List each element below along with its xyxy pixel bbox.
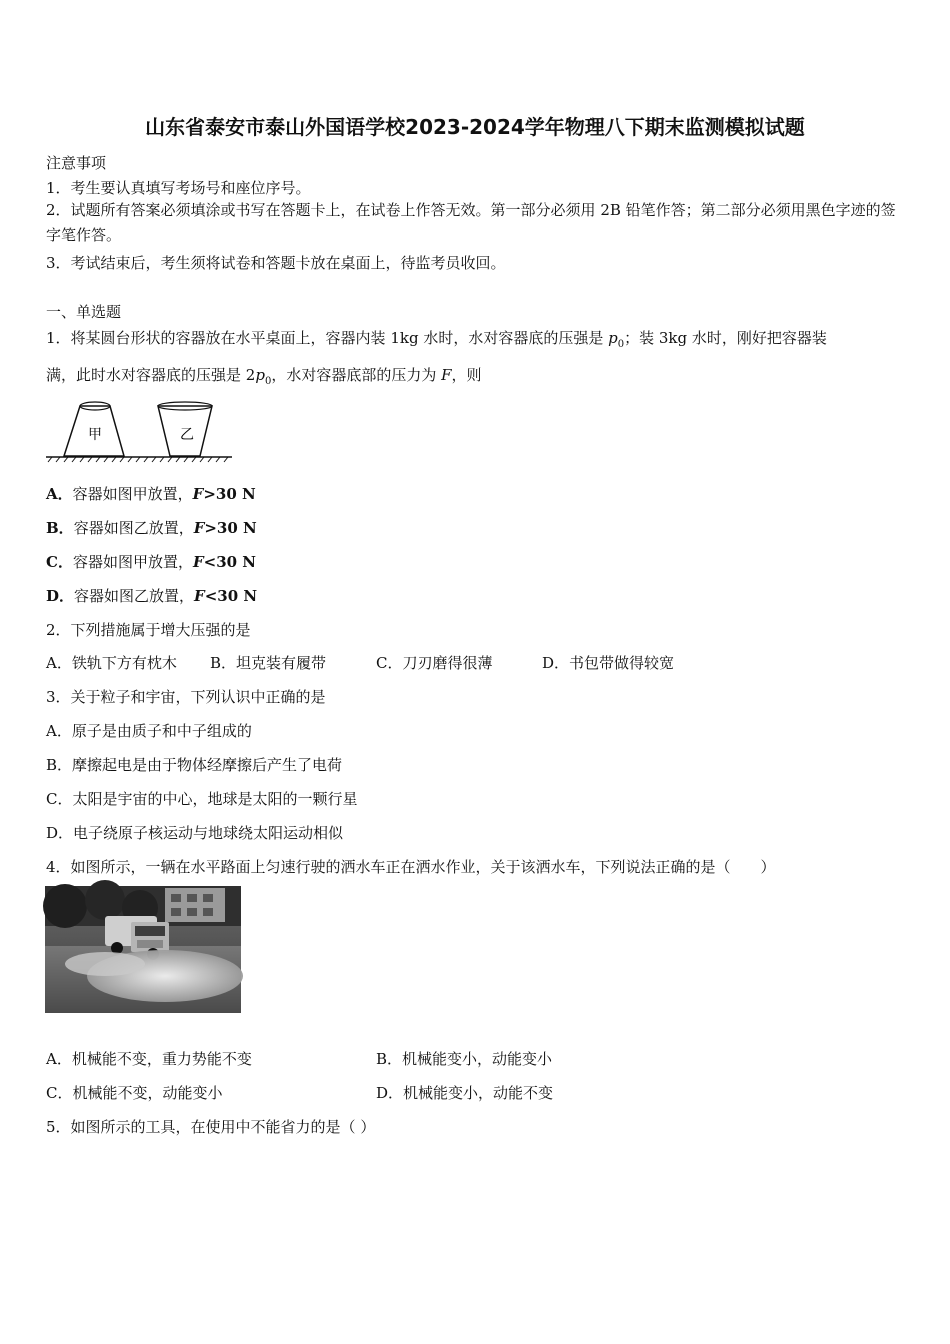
q2-stem: 2．下列措施属于增大压强的是 — [46, 621, 251, 639]
q1-option-d[interactable] — [46, 585, 257, 606]
option-letter: C． — [46, 553, 73, 571]
q2-option-d[interactable]: D．书包带做得较宽 — [542, 654, 675, 672]
option-force-symbol: F — [193, 519, 205, 537]
option-text: 容器如图乙放置， — [73, 519, 194, 537]
q1-label-yi: 乙 — [180, 427, 194, 443]
option-text: 容器如图甲放置， — [72, 485, 193, 503]
option-value: >30 N — [203, 485, 256, 503]
q1-option-c[interactable] — [46, 551, 256, 572]
q3-stem: 3．关于粒子和宇宙，下列认识中正确的是 — [46, 688, 326, 706]
option-value: <30 N — [203, 553, 257, 571]
q3-option-d[interactable]: D．电子绕原子核运动与地球绕太阳运动相似 — [46, 824, 344, 842]
option-text: 容器如图乙放置， — [74, 587, 195, 605]
q1-option-a[interactable] — [46, 483, 256, 504]
q3-option-a[interactable]: A．原子是由质子和中子组成的 — [46, 722, 252, 740]
q5-stem: 5．如图所示的工具，在使用中不能省力的是（ ） — [46, 1118, 376, 1136]
q1-p0: p — [608, 329, 618, 347]
option-value: >30 N — [204, 519, 257, 537]
q2-option-c[interactable]: C．刀刃磨得很薄 — [376, 654, 493, 672]
notice-heading: 注意事项 — [46, 154, 107, 172]
q4-option-a[interactable]: A．机械能不变，重力势能不变 — [46, 1050, 252, 1068]
q1-p0-2: p — [255, 366, 265, 384]
q3-option-c[interactable]: C．太阳是宇宙的中心，地球是太阳的一颗行星 — [46, 790, 358, 808]
q1-text-d: ，水对容器底部的压力为 — [271, 366, 442, 384]
q1-option-b[interactable] — [46, 517, 257, 538]
q1-container-figure — [44, 398, 234, 464]
q4-option-d[interactable]: D．机械能变小，动能不变 — [376, 1084, 554, 1102]
option-value: <30 N — [204, 587, 258, 605]
q1-p0-sub-2: 0 — [264, 376, 272, 387]
option-letter: A． — [46, 485, 73, 503]
q1-text-e: ，则 — [451, 366, 482, 384]
option-force-symbol: F — [192, 485, 204, 503]
q4-option-b[interactable]: B．机械能变小，动能变小 — [376, 1050, 553, 1068]
option-letter: B． — [46, 519, 74, 537]
option-letter: D． — [46, 587, 75, 605]
q3-option-b[interactable]: B．摩擦起电是由于物体经摩擦后产生了电荷 — [46, 756, 343, 774]
option-text: 容器如图甲放置， — [72, 553, 193, 571]
notice-item-2: 2．试题所有答案必须填涂或书写在答题卡上，在试卷上作答无效。第一部分必须用 2B 铅笔作答；第二部分必须用黑色字迹的签字笔作答。 — [46, 201, 896, 244]
q4-stem: 4．如图所示，一辆在水平路面上匀速行驶的洒水车正在洒水作业，关于该洒水车，下列说法正确的是（ ） — [46, 858, 776, 876]
q1-text-a: 1．将某圆台形状的容器放在水平桌面上，容器内装 1kg 水时，水对容器底的压强是 — [46, 329, 609, 347]
q1-text-c: 满，此时水对容器底的压强是 2 — [46, 366, 256, 384]
q1-text-b: ；装 3kg 水时，刚好把容器装 — [624, 329, 827, 347]
q2-option-a[interactable]: A．铁轨下方有枕木 — [46, 654, 177, 672]
q1-stem-line1 — [46, 327, 827, 350]
q1-F: F — [441, 366, 452, 384]
q2-option-b[interactable]: B．坦克装有履带 — [210, 654, 327, 672]
option-force-symbol: F — [194, 587, 205, 605]
q1-stem-line2 — [46, 364, 482, 387]
q4-option-c[interactable]: C．机械能不变，动能变小 — [46, 1084, 223, 1102]
q1-label-jia: 甲 — [88, 427, 102, 443]
section-heading: 一、单选题 — [46, 303, 122, 321]
exam-title: 山东省泰安市泰山外国语学校2023-2024学年物理八下期末监测模拟试题 — [145, 115, 805, 139]
option-force-symbol: F — [192, 553, 204, 571]
notice-item-3: 3．考试结束后，考生须将试卷和答题卡放在桌面上，待监考员收回。 — [46, 254, 506, 272]
q1-p0-sub: 0 — [617, 339, 625, 350]
notice-item-1: 1．考生要认真填写考场号和座位序号。 — [46, 179, 311, 197]
q4-sprinkler-truck-photo — [45, 886, 241, 1013]
